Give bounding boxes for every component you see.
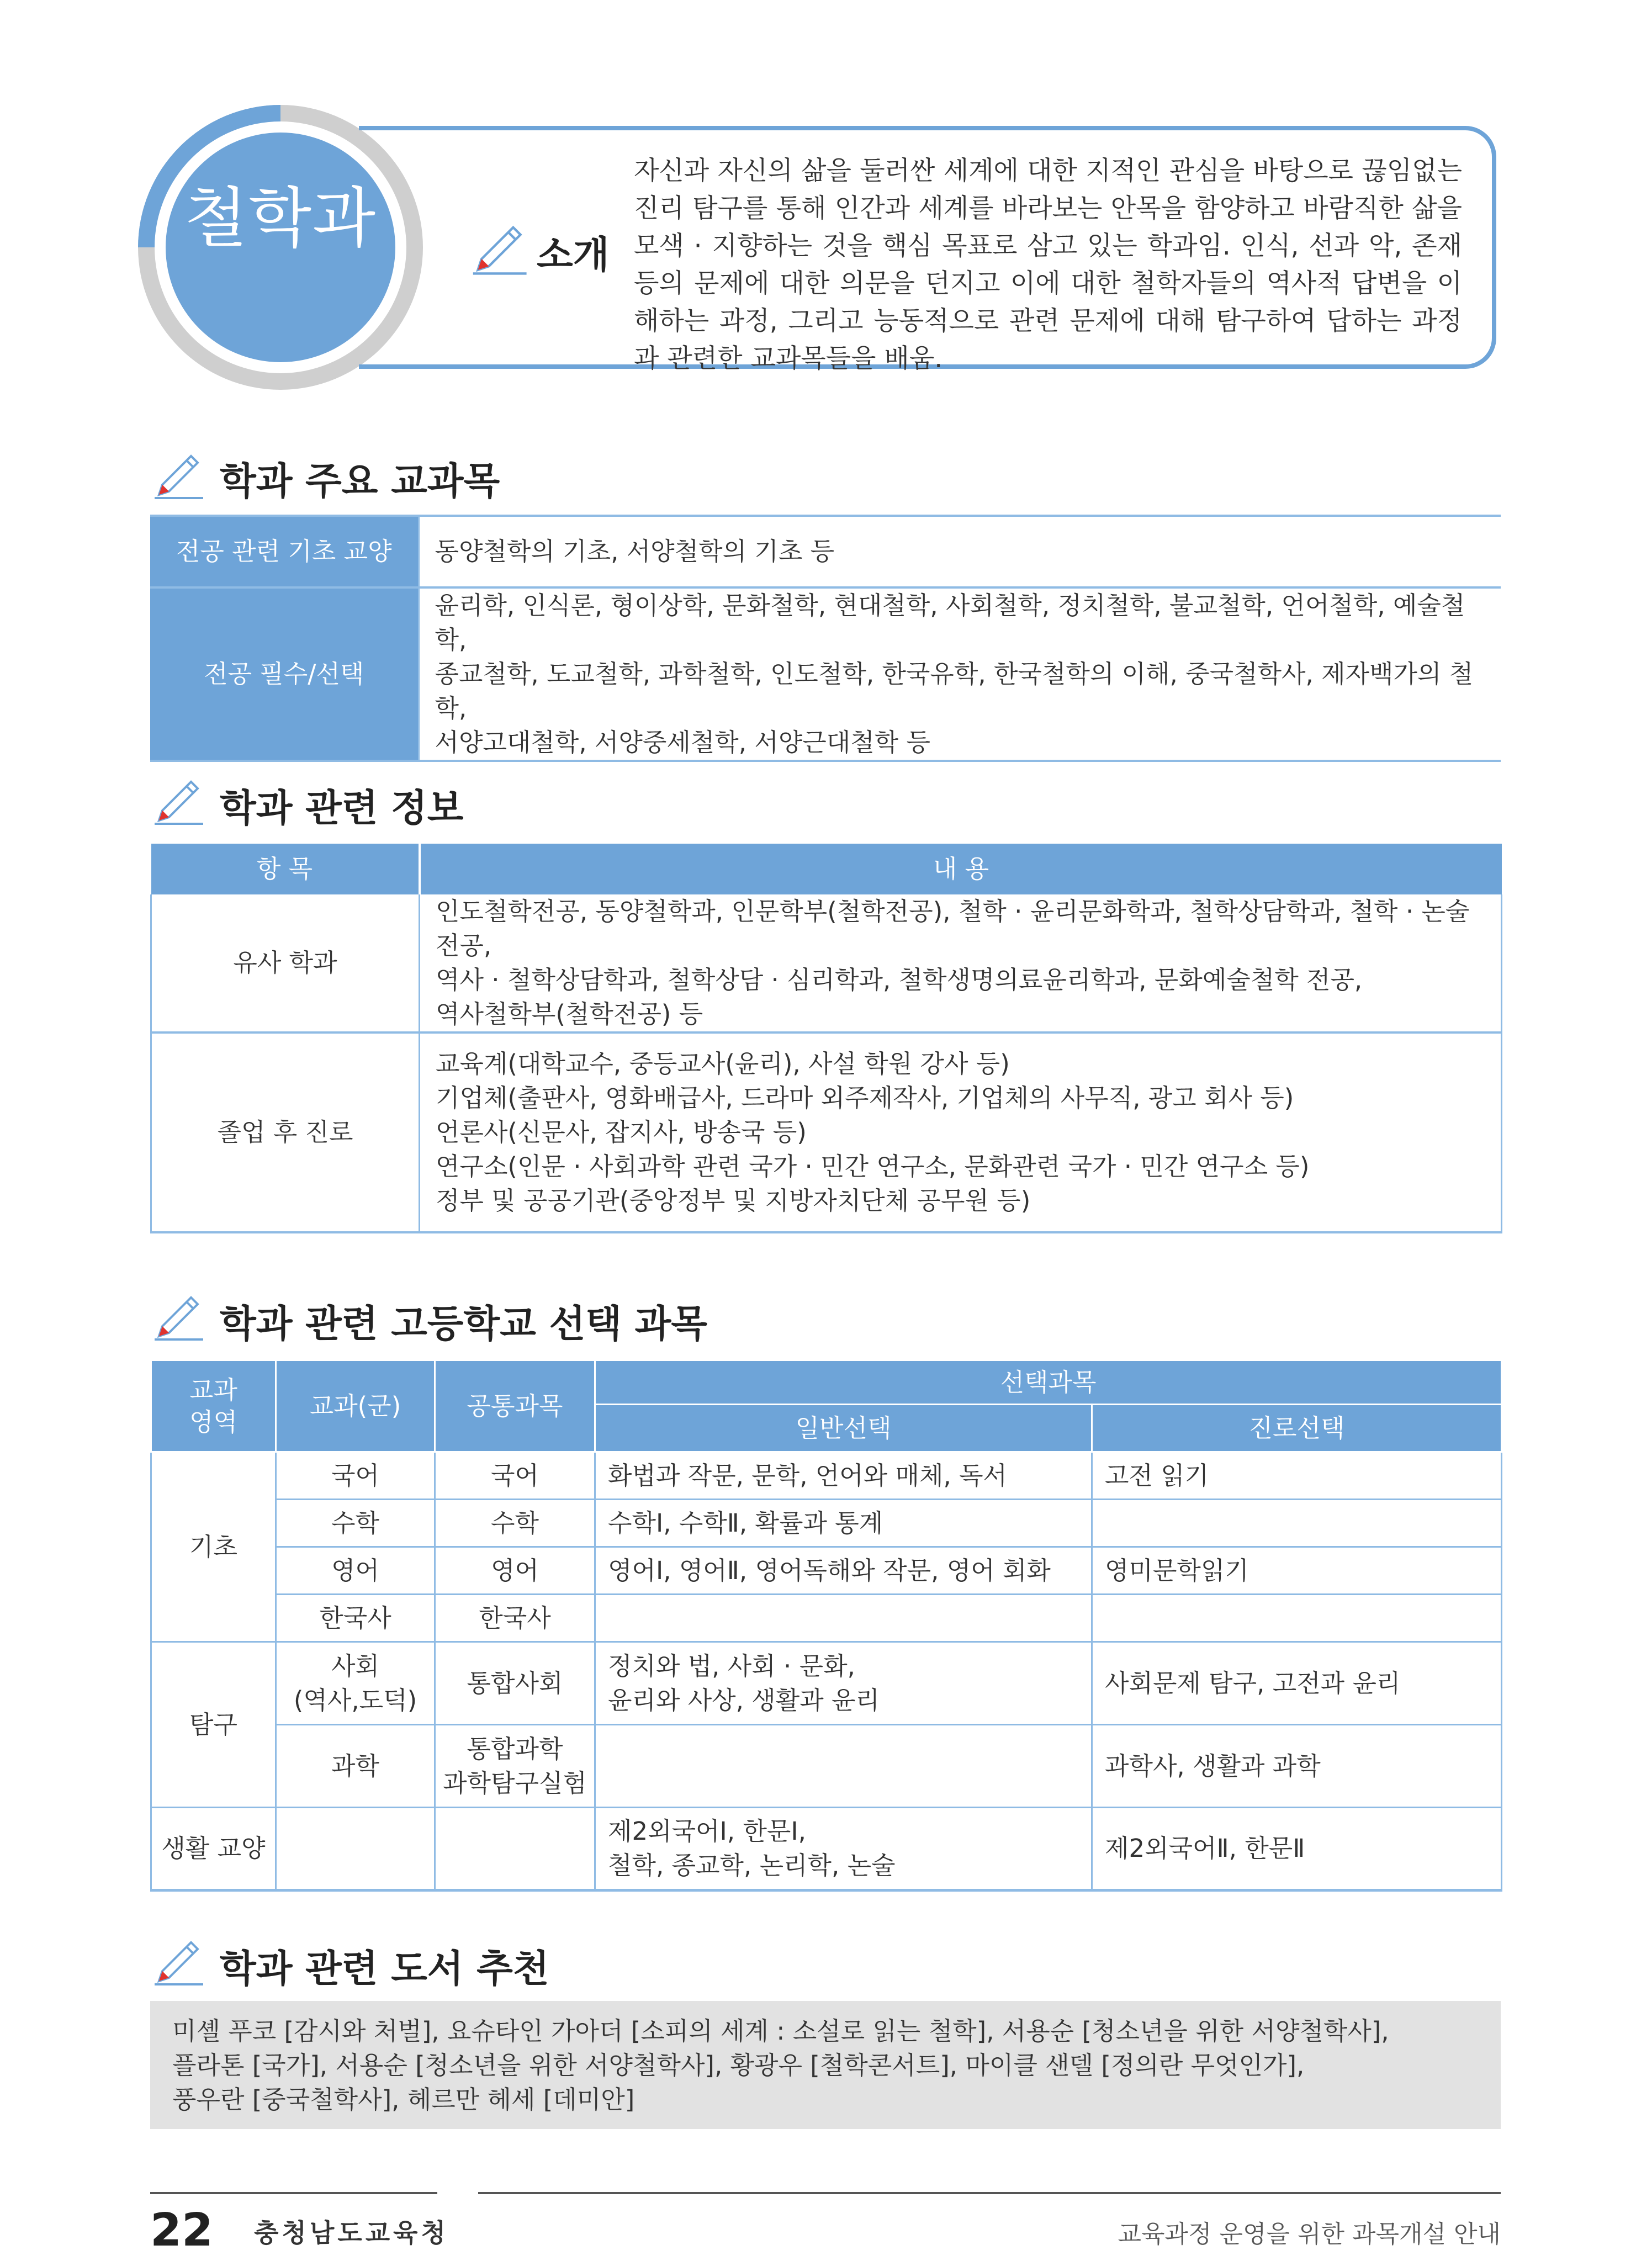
footer-divider: [478, 2192, 1501, 2194]
group-cell: 과학: [276, 1725, 435, 1808]
row-value: 윤리학, 인식론, 형이상학, 문화철학, 현대철학, 사회철학, 정치철학, 불교철학, 언어철학, 예술철학, 종교철학, 도교철학, 과학철학, 인도철학, 한국유학, 한국철학의 이해, 중국철학사, 제자백가의 철학, 서양고대철학, 서양중세철학, 서양근대철학 등: [419, 587, 1501, 761]
common-cell: 영어: [435, 1547, 595, 1595]
table-row: [151, 1808, 1502, 1891]
career-cell: [1092, 1500, 1502, 1547]
career-cell: 과학사, 생활과 과학: [1092, 1725, 1502, 1808]
major-courses-table: [150, 515, 1501, 762]
row-label: 유사 학과: [151, 894, 420, 1032]
pencil-icon: [150, 772, 205, 827]
footer-divider: [150, 2192, 437, 2194]
row-label: 전공 관련 기초 교양: [150, 516, 419, 587]
row-value: 교육계(대학교수, 중등교사(윤리), 사설 학원 강사 등) 기업체(출판사, 영화배급사, 드라마 외주제작사, 기업체의 사무직, 광고 회사 등) 언론사(신문사, 잡지사, 방송국 등) 연구소(인문 · 사회과학 관련 국가 · 민간 연구소, 문화관련 국가 · 민간 연구소 등) 정부 및 공공기관(중앙정부 및 지방자치단체 공무원 등): [420, 1032, 1502, 1232]
table-row: [151, 1500, 1502, 1547]
common-cell: [435, 1808, 595, 1891]
general-cell: 영어Ⅰ, 영어Ⅱ, 영어독해와 작문, 영어 회화: [595, 1547, 1092, 1595]
related-info-table: [150, 844, 1502, 1233]
footer-title: 교육과정 운영을 위한 과목개설 안내: [1118, 2220, 1501, 2248]
column-header-common: 공통과목: [435, 1360, 595, 1452]
book-line: 플라톤 [국가], 서용순 [청소년을 위한 서양철학사], 황광우 [철학콘서트], 마이클 샌델 [정의란 무엇인가],: [172, 2051, 1305, 2080]
common-cell: 수학: [435, 1500, 595, 1547]
row-label: 졸업 후 진로: [151, 1032, 420, 1232]
table-row: [151, 894, 1502, 1032]
section-title-related-info: 학과 관련 정보: [220, 787, 464, 830]
section-title-major-courses: 학과 주요 교과목: [220, 460, 500, 504]
intro-label: 소개: [537, 234, 610, 277]
book-recommendations: [150, 2001, 1501, 2129]
table-row: [151, 1032, 1502, 1232]
section-title-books: 학과 관련 도서 추천: [220, 1947, 549, 1991]
book-line: 미셸 푸코 [감시와 처벌], 요슈타인 가아더 [소피의 세계 : 소설로 읽는 철학], 서용순 [청소년을 위한 서양철학사],: [172, 2016, 1389, 2046]
general-cell: [595, 1725, 1092, 1808]
row-value: 인도철학전공, 동양철학과, 인문학부(철학전공), 철학 · 윤리문화학과, 철학상담학과, 철학 · 논술전공, 역사 · 철학상담학과, 철학상담 · 심리학과, 철학생명의료윤리학과, 문화예술철학 전공, 역사철학부(철학전공) 등: [420, 894, 1502, 1032]
table-header-row: [151, 844, 1502, 894]
general-cell: 화법과 작문, 문학, 언어와 매체, 독서: [595, 1452, 1092, 1500]
group-cell: 한국사: [276, 1595, 435, 1642]
page-number: 22: [150, 2204, 214, 2257]
group-cell: 영어: [276, 1547, 435, 1595]
general-cell: [595, 1595, 1092, 1642]
group-cell: 국어: [276, 1452, 435, 1500]
area-cell: 기초: [151, 1452, 276, 1642]
table-row: [151, 1452, 1502, 1500]
general-cell: 제2외국어Ⅰ, 한문Ⅰ, 철학, 종교학, 논리학, 논술: [595, 1808, 1092, 1891]
publisher-name: 충청남도교육청: [254, 2218, 449, 2248]
department-name: 철학과: [184, 180, 377, 256]
column-header: 항 목: [151, 844, 420, 894]
group-cell: 수학: [276, 1500, 435, 1547]
pencil-icon: [468, 216, 529, 277]
column-header: 내 용: [420, 844, 1502, 894]
pencil-icon: [150, 1288, 205, 1343]
table-row: [150, 516, 1501, 587]
row-value: 동양철학의 기초, 서양철학의 기초 등: [419, 516, 1501, 587]
pencil-icon: [150, 1932, 205, 1988]
column-header-area: 교과 영역: [151, 1360, 276, 1452]
career-cell: [1092, 1595, 1502, 1642]
table-row: [151, 1642, 1502, 1725]
table-row: [150, 587, 1501, 761]
table-header-row: [151, 1360, 1502, 1405]
general-cell: 정치와 법, 사회 · 문화, 윤리와 사상, 생활과 윤리: [595, 1642, 1092, 1725]
area-cell: 생활 교양: [151, 1808, 276, 1891]
table-row: [151, 1725, 1502, 1808]
career-cell: 영미문학읽기: [1092, 1547, 1502, 1595]
group-cell: 사회 (역사,도덕): [276, 1642, 435, 1725]
common-cell: 국어: [435, 1452, 595, 1500]
common-cell: 통합사회: [435, 1642, 595, 1725]
book-line: 풍우란 [중국철학사], 헤르만 헤세 [데미안]: [172, 2085, 635, 2114]
general-cell: 수학Ⅰ, 수학Ⅱ, 확률과 통계: [595, 1500, 1092, 1547]
intro-text: 자신과 자신의 삶을 둘러싼 세계에 대한 지적인 관심을 바탕으로 끊임없는 진리 탐구를 통해 인간과 세계를 바라보는 안목을 함양하고 바람직한 삶을 모색 · 지향하는 것을 핵심 목표로 삼고 있는 학과임. 인식, 선과 악, 존재 등의 문제에 대한 의문을 던지고 이에 대한 철학자들의 역사적 답변을 이해하는 과정, 그리고 능동적으로 관련 문제에 대해 탐구하여 답하는 과정과 관련한 교과목들을 배움.: [634, 156, 1462, 374]
career-cell: 사회문제 탐구, 고전과 윤리: [1092, 1642, 1502, 1725]
common-cell: 통합과학 과학탐구실험: [435, 1725, 595, 1808]
row-label: 전공 필수/선택: [150, 587, 419, 761]
table-row: [151, 1547, 1502, 1595]
common-cell: 한국사: [435, 1595, 595, 1642]
column-header-general: 일반선택: [595, 1405, 1092, 1452]
table-row: [151, 1595, 1502, 1642]
group-cell: [276, 1808, 435, 1891]
area-cell: 탐구: [151, 1642, 276, 1808]
hs-subjects-table: [150, 1359, 1502, 1892]
section-title-hs-subjects: 학과 관련 고등학교 선택 과목: [220, 1302, 707, 1346]
pencil-icon: [150, 446, 205, 501]
column-header-group: 교과(군): [276, 1360, 435, 1452]
column-header-career: 진로선택: [1092, 1405, 1502, 1452]
career-cell: 고전 읽기: [1092, 1452, 1502, 1500]
career-cell: 제2외국어Ⅱ, 한문Ⅱ: [1092, 1808, 1502, 1891]
column-header-elective: 선택과목: [595, 1360, 1502, 1405]
